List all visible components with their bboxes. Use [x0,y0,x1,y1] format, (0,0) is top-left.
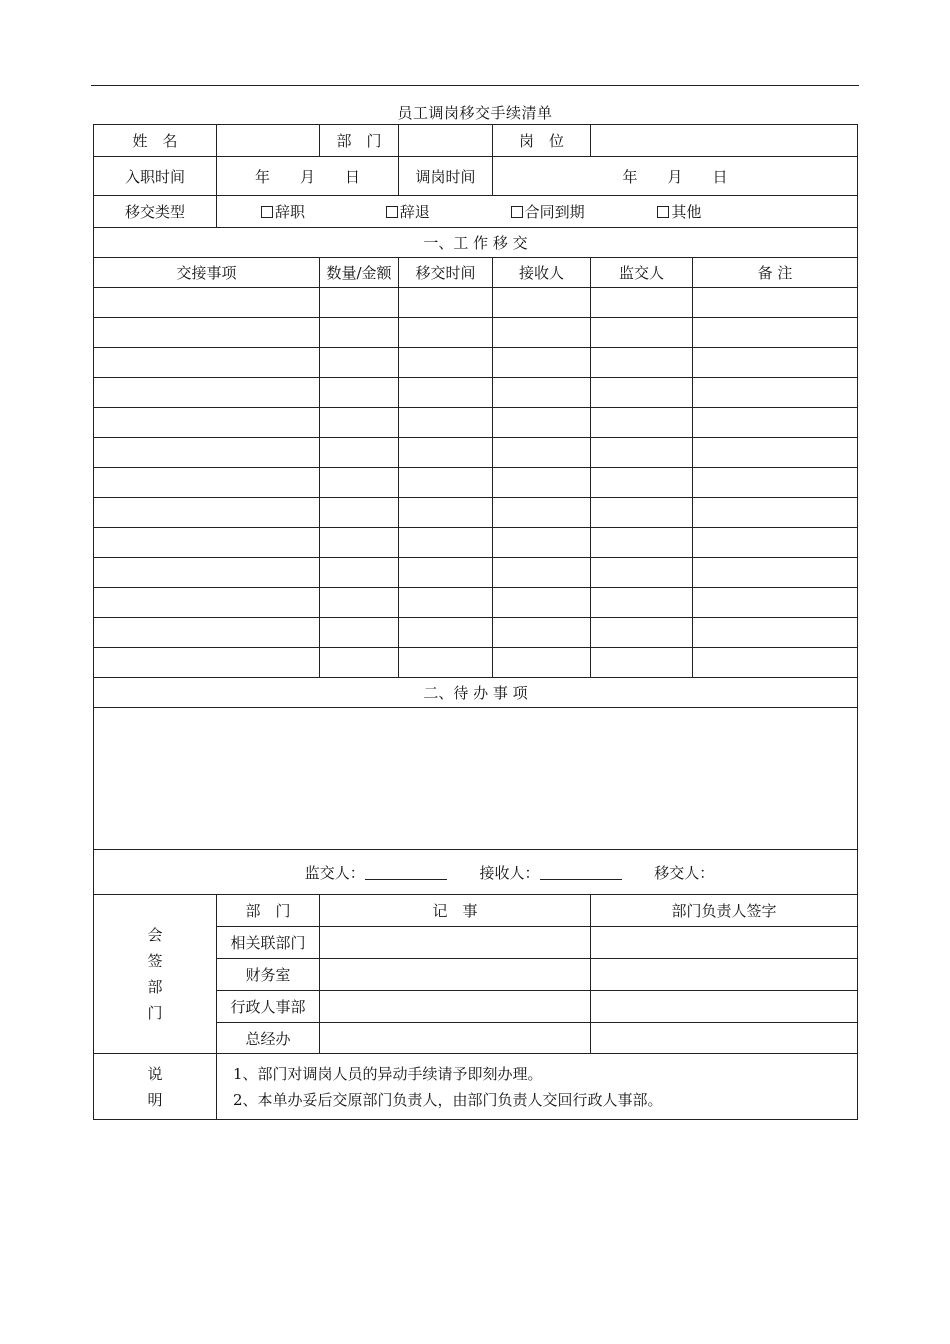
countersign-notes-field[interactable] [320,959,591,991]
handover-row [94,588,858,618]
checkbox[interactable] [261,206,273,218]
receiver-cell[interactable] [493,378,591,408]
section2-title-row [94,678,858,708]
dept-field[interactable] [399,125,493,157]
dept-label: 部 门 [320,125,399,157]
transfer-date-label: 调岗时间 [399,157,493,196]
col-remarks: 备 注 [693,258,858,288]
remarks-cell[interactable] [693,408,858,438]
type-option-dismiss[interactable]: 辞退 [386,201,506,222]
handover-row [94,528,858,558]
section1-header-row [94,258,858,288]
type-options [217,196,858,228]
receiver-cell[interactable] [493,408,591,438]
page-title: 员工调岗移交手续清单 [397,104,553,122]
handover-rows [94,288,858,678]
transfer-time-cell[interactable] [399,648,493,678]
quantity-cell[interactable] [320,288,399,318]
handover-item-cell[interactable] [94,648,320,678]
supervisor-cell[interactable] [591,348,693,378]
supervisor-cell[interactable] [591,498,693,528]
supervisor-cell[interactable] [591,648,693,678]
handover-item-cell[interactable] [94,408,320,438]
supervisor-cell[interactable] [591,558,693,588]
notes-text [217,1054,858,1120]
receiver-cell[interactable] [493,498,591,528]
remarks-cell[interactable] [693,318,858,348]
countersign-label: 会 签 部 门 [94,895,217,1054]
transfer-time-cell[interactable] [399,288,493,318]
remarks-cell[interactable] [693,648,858,678]
countersign-dept: 财务室 [217,959,320,991]
type-option-other[interactable]: 其他 [657,201,777,222]
quantity-cell[interactable] [320,348,399,378]
header-row-3 [94,196,858,228]
top-rule [91,85,859,86]
supervisor-cell[interactable] [591,588,693,618]
handover-item-cell[interactable] [94,318,320,348]
remarks-cell[interactable] [693,588,858,618]
receiver-cell[interactable] [493,618,591,648]
remarks-cell[interactable] [693,468,858,498]
type-option-resign[interactable]: 辞职 [261,201,381,222]
countersign-header-row [94,895,858,927]
receiver-cell[interactable] [493,348,591,378]
supervisor-cell[interactable] [591,468,693,498]
col-receiver: 接收人 [493,258,591,288]
notes-label: 说 明 [94,1054,217,1120]
header-row-2 [94,157,858,196]
countersign-notes-field[interactable] [320,991,591,1023]
transfer-time-cell[interactable] [399,348,493,378]
handover-row [94,618,858,648]
note-line: 1、部门对调岗人员的异动手续请予即刻办理。 [233,1064,543,1083]
remarks-cell[interactable] [693,618,858,648]
transfer-date-field[interactable]: 年 月 日 [493,157,858,196]
countersign-notes-field[interactable] [320,927,591,959]
name-field[interactable] [217,125,320,157]
post-field[interactable] [591,125,858,157]
transfer-time-cell[interactable] [399,318,493,348]
receiver-cell[interactable] [493,438,591,468]
receiver-cell[interactable] [493,318,591,348]
header-row-1 [94,125,858,157]
type-label: 移交类型 [94,196,217,228]
handover-row [94,408,858,438]
type-option-contract-end[interactable]: 合同到期 [511,201,653,222]
transferor-signature: 移交人： [654,863,715,882]
transfer-time-cell[interactable] [399,588,493,618]
receiver-cell[interactable] [493,648,591,678]
supervisor-signature: 监交人： [305,862,447,883]
quantity-cell[interactable] [320,378,399,408]
remarks-cell[interactable] [693,498,858,528]
quantity-cell[interactable] [320,648,399,678]
transfer-time-cell[interactable] [399,558,493,588]
receiver-signature-line[interactable] [540,865,622,880]
countersign-col-signature: 部门负责人签字 [591,895,858,927]
quantity-cell[interactable] [320,558,399,588]
handover-item-cell[interactable] [94,498,320,528]
handover-row [94,468,858,498]
remarks-cell[interactable] [693,528,858,558]
supervisor-cell[interactable] [591,288,693,318]
handover-item-cell[interactable] [94,468,320,498]
quantity-cell[interactable] [320,408,399,438]
col-transfer-time: 移交时间 [399,258,493,288]
quantity-cell[interactable] [320,438,399,468]
handover-item-cell[interactable] [94,348,320,378]
section2-title: 二、待 办 事 项 [94,678,858,708]
countersign-signature-field[interactable] [591,927,858,959]
signature-cell [94,850,858,895]
receiver-cell[interactable] [493,558,591,588]
countersign-col-notes: 记 事 [320,895,591,927]
remarks-cell[interactable] [693,438,858,468]
handover-row [94,378,858,408]
checkbox[interactable] [511,206,523,218]
transfer-time-cell[interactable] [399,618,493,648]
pending-area-row [94,708,858,850]
signature-row [94,850,858,895]
note-line: 2、本单办妥后交原部门负责人，由部门负责人交回行政人事部。 [233,1090,663,1109]
remarks-cell[interactable] [693,348,858,378]
handover-row [94,288,858,318]
transfer-time-cell[interactable] [399,378,493,408]
transfer-time-cell[interactable] [399,408,493,438]
quantity-cell[interactable] [320,468,399,498]
handover-item-cell[interactable] [94,438,320,468]
notes-row [94,1054,858,1120]
section1-title-row [94,228,858,258]
handover-item-cell[interactable] [94,288,320,318]
transfer-form [93,124,858,1120]
supervisor-cell[interactable] [591,618,693,648]
remarks-cell[interactable] [693,558,858,588]
receiver-cell[interactable] [493,288,591,318]
handover-item-cell[interactable] [94,378,320,408]
receiver-cell[interactable] [493,588,591,618]
handover-item-cell[interactable] [94,618,320,648]
checkbox[interactable] [657,206,669,218]
supervisor-cell[interactable] [591,438,693,468]
countersign-dept: 行政人事部 [217,991,320,1023]
supervisor-cell[interactable] [591,318,693,348]
countersign-col-dept: 部 门 [217,895,320,927]
supervisor-cell[interactable] [591,378,693,408]
supervisor-cell[interactable] [591,408,693,438]
countersign-signature-field[interactable] [591,991,858,1023]
remarks-cell[interactable] [693,378,858,408]
transfer-time-cell[interactable] [399,498,493,528]
countersign-notes-field[interactable] [320,1023,591,1054]
quantity-cell[interactable] [320,318,399,348]
quantity-cell[interactable] [320,588,399,618]
handover-item-cell[interactable] [94,528,320,558]
handover-row [94,318,858,348]
handover-item-cell[interactable] [94,558,320,588]
quantity-cell[interactable] [320,498,399,528]
pending-area[interactable] [94,708,858,850]
entry-date-field[interactable]: 年 月 日 [217,157,399,196]
post-label: 岗 位 [493,125,591,157]
quantity-cell[interactable] [320,618,399,648]
handover-row [94,558,858,588]
col-supervisor: 监交人 [591,258,693,288]
handover-row [94,648,858,678]
transfer-time-cell[interactable] [399,468,493,498]
handover-row [94,498,858,528]
receiver-cell[interactable] [493,528,591,558]
supervisor-cell[interactable] [591,528,693,558]
receiver-signature: 接收人： [479,862,621,883]
checkbox[interactable] [386,206,398,218]
transfer-time-cell[interactable] [399,438,493,468]
handover-row [94,348,858,378]
col-quantity: 数量/金额 [320,258,399,288]
transfer-time-cell[interactable] [399,528,493,558]
countersign-signature-field[interactable] [591,1023,858,1054]
remarks-cell[interactable] [693,288,858,318]
section1-title: 一、工 作 移 交 [94,228,858,258]
name-label: 姓 名 [94,125,217,157]
countersign-dept: 总经办 [217,1023,320,1054]
receiver-cell[interactable] [493,468,591,498]
quantity-cell[interactable] [320,528,399,558]
handover-item-cell[interactable] [94,588,320,618]
supervisor-signature-line[interactable] [365,865,447,880]
countersign-dept: 相关联部门 [217,927,320,959]
entry-date-label: 入职时间 [94,157,217,196]
col-handover-item: 交接事项 [94,258,320,288]
handover-row [94,438,858,468]
countersign-signature-field[interactable] [591,959,858,991]
